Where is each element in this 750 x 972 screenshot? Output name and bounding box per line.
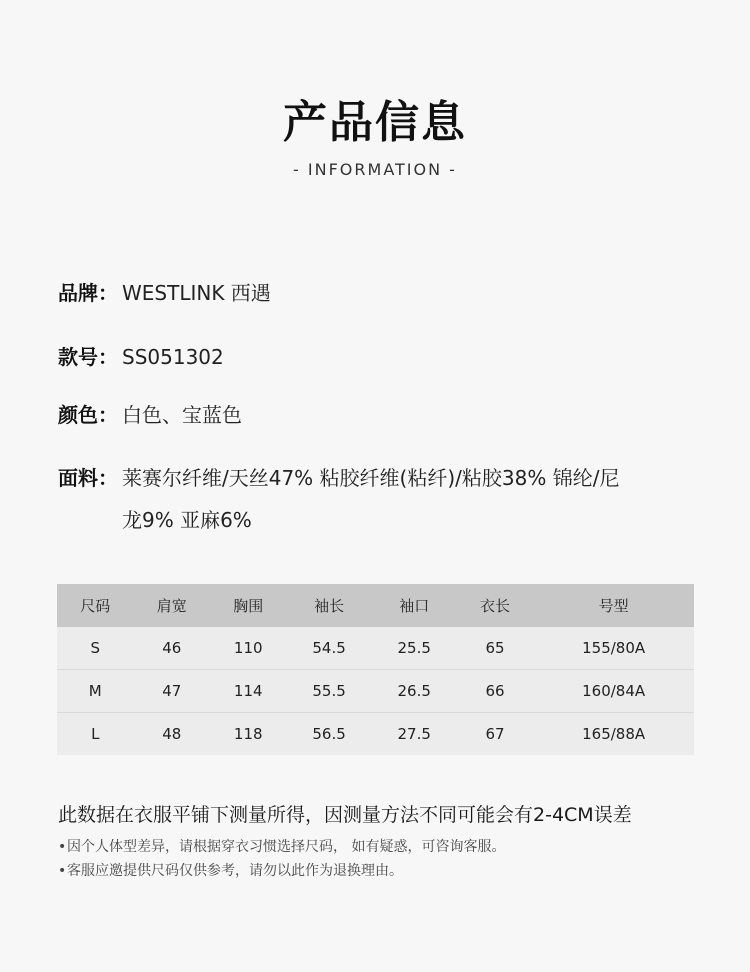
fabric-value: [122, 457, 662, 541]
table-cell: 25.5: [372, 627, 457, 670]
table-cell: 66: [457, 670, 534, 713]
brand-row: [58, 272, 662, 314]
fabric-value-line-2: 龙9% 亚麻6%: [122, 508, 252, 532]
header-chest: 胸围: [210, 584, 287, 627]
bullet-icon: •: [58, 863, 67, 879]
size-table: [57, 584, 694, 755]
style-number-value: SS051302: [122, 345, 224, 369]
style-number-label: 款号：: [58, 345, 118, 369]
header-size: 尺码: [57, 584, 134, 627]
table-cell: 165/88A: [533, 713, 694, 756]
table-cell: 27.5: [372, 713, 457, 756]
table-cell: 48: [134, 713, 211, 756]
table-cell: 155/80A: [533, 627, 694, 670]
table-cell: M: [57, 670, 134, 713]
color-row: [58, 394, 662, 436]
table-cell: S: [57, 627, 134, 670]
table-cell: 110: [210, 627, 287, 670]
brand-label: 品牌：: [58, 281, 118, 305]
page-subtitle: - INFORMATION -: [293, 160, 457, 179]
table-row: [57, 713, 694, 756]
note-text: 因个人体型差异，请根据穿衣习惯选择尺码， 如有疑惑，可咨询客服。: [67, 839, 506, 855]
table-cell: 47: [134, 670, 211, 713]
table-cell: 46: [134, 627, 211, 670]
table-cell: 160/84A: [533, 670, 694, 713]
color-label: 颜色：: [58, 403, 118, 427]
header-fit: 号型: [533, 584, 694, 627]
note-text: 客服应邀提供尺码仅供参考，请勿以此作为退换理由。: [67, 863, 403, 879]
table-cell: 55.5: [287, 670, 372, 713]
brand-value: WESTLINK 西遇: [122, 281, 271, 305]
size-table-header-row: [57, 584, 694, 627]
table-row: [57, 627, 694, 670]
bullet-icon: •: [58, 839, 67, 855]
table-cell: 56.5: [287, 713, 372, 756]
table-cell: 26.5: [372, 670, 457, 713]
fabric-label: 面料：: [58, 466, 118, 490]
table-cell: 67: [457, 713, 534, 756]
table-cell: L: [57, 713, 134, 756]
table-cell: 54.5: [287, 627, 372, 670]
color-value: 白色、宝蓝色: [122, 403, 242, 427]
header-shoulder: 肩宽: [134, 584, 211, 627]
table-cell: 65: [457, 627, 534, 670]
page-title: 产品信息: [283, 97, 467, 148]
header-body-length: 衣长: [457, 584, 534, 627]
table-row: [57, 670, 694, 713]
header-cuff: 袖口: [372, 584, 457, 627]
fabric-row: [58, 457, 662, 541]
note-item: [58, 860, 403, 880]
header-sleeve-length: 袖长: [287, 584, 372, 627]
fabric-value-line-1: 莱赛尔纤维/天丝47% 粘胶纤维(粘纤)/粘胶38% 锦纶/尼: [122, 466, 620, 490]
table-cell: 118: [210, 713, 287, 756]
measurement-note-title: 此数据在衣服平铺下测量所得，因测量方法不同可能会有2-4CM误差: [58, 804, 632, 826]
table-cell: 114: [210, 670, 287, 713]
style-number-row: [58, 336, 662, 378]
note-item: [58, 836, 505, 856]
